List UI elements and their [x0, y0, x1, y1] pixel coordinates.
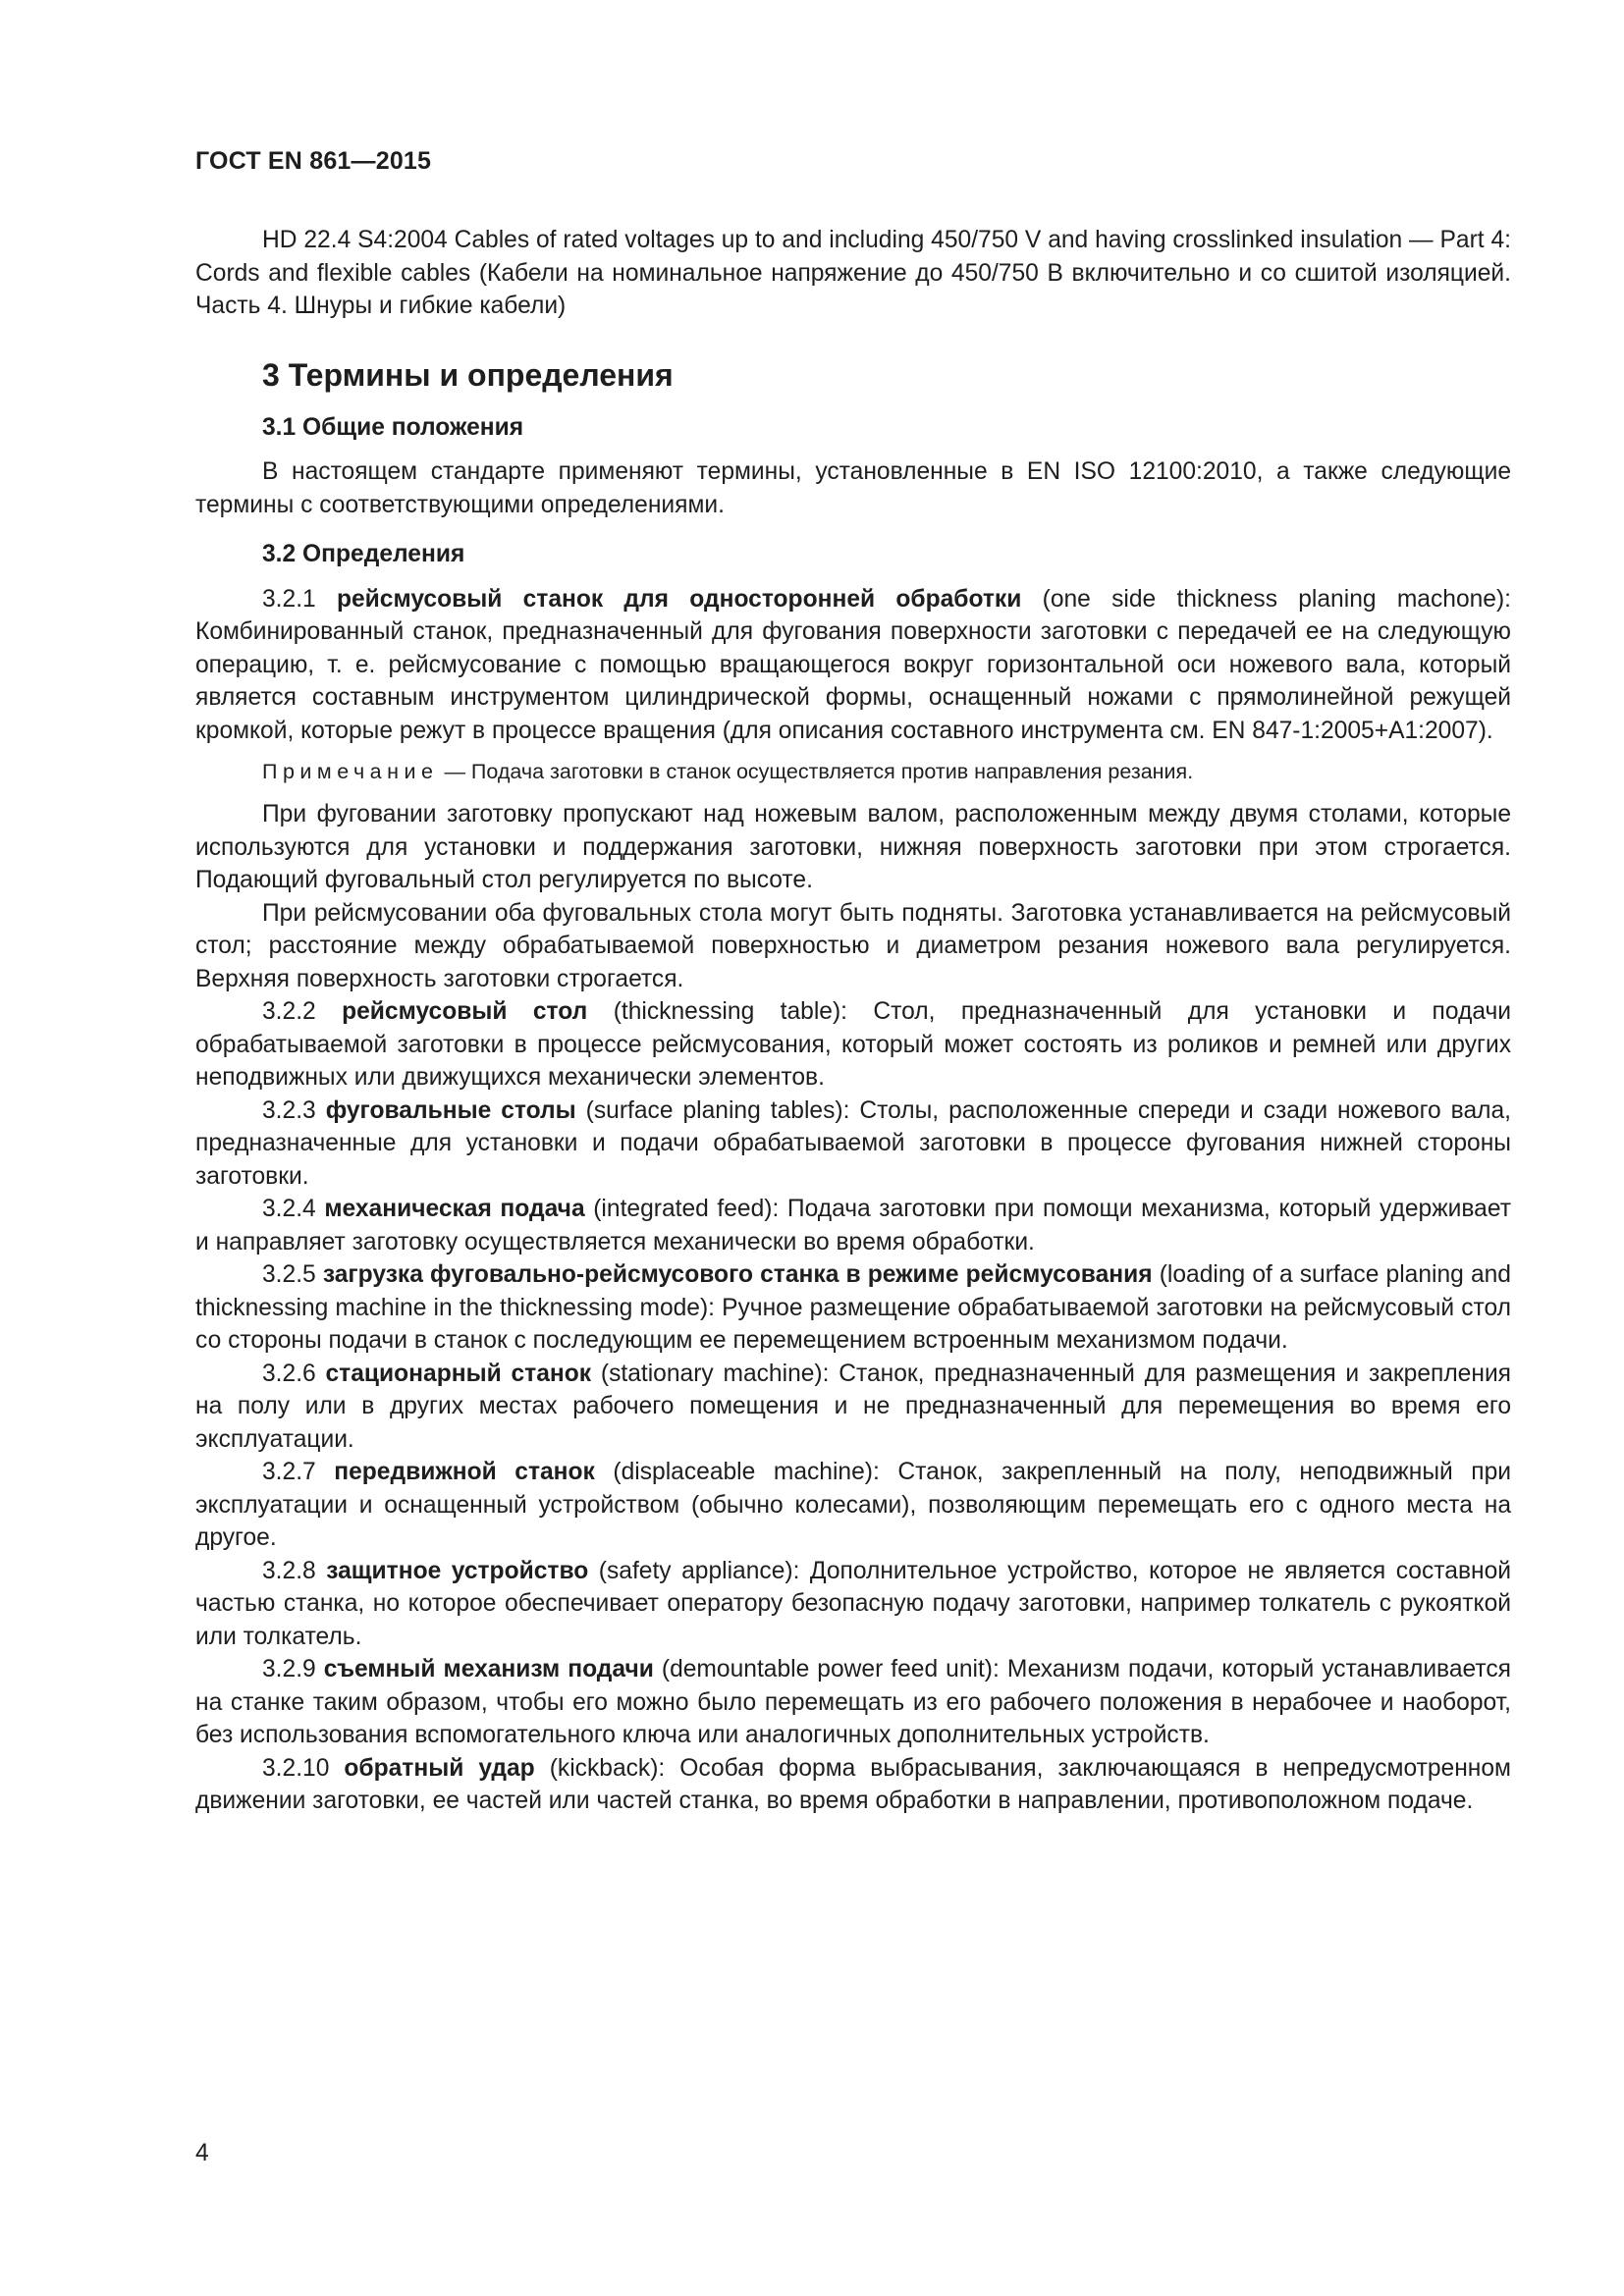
definition-text: (thicknessing table): Стол, предназначенный для установки и подачи обрабатываемой заготовки в процессе рейсмусования, который может состоять из роликов и ремней или других неподвижных или движущихся механически элементов.: [195, 998, 1512, 1091]
document-code-header: ГОСТ EN 861—2015: [195, 147, 432, 175]
definition-number: 3.2.8: [262, 1557, 316, 1584]
definition-term: механическая подача: [324, 1196, 585, 1222]
definition-number: 3.2.3: [262, 1096, 316, 1124]
definition-text: (stationary machine): Станок, предназначенный для размещения и закрепления на полу или в других местах рабочего помещения и не предназначенный для перемещения во время его эксплуатации.: [195, 1360, 1511, 1453]
definition-term: рейсмусовый станок для односторонней обработки: [336, 585, 1022, 613]
definition-3-2-8: [195, 1555, 1511, 1654]
page-number: 4: [195, 2140, 209, 2166]
note-text: — Подача заготовки в станок осуществляется против направления резания.: [444, 760, 1194, 783]
definition-number: 3.2.9: [262, 1656, 316, 1682]
definition-number: 3.2.10: [262, 1754, 330, 1782]
definition-text: (displaceable machine): Станок, закрепленный на полу, неподвижный при эксплуатации и оснащенный устройством (обычно колесами), позволяющим перемещать его с одного места на другое.: [195, 1459, 1511, 1551]
subsection-title-general: 3.1 Общие положения: [262, 413, 524, 441]
definition-term: обратный удар: [344, 1754, 535, 1782]
page-body: [195, 224, 1511, 1818]
definition-term: защитное устройство: [326, 1557, 589, 1584]
definition-3-2-7: [195, 1456, 1511, 1555]
section-title: 3 Термины и определения: [262, 356, 674, 393]
jointing-paragraph: При фуговании заготовку пропускают над ножевым валом, расположенным между двумя столами, которые используются для установки и поддержания заготовки, нижняя поверхность заготовки при этом строгается. Подающий фуговальный стол регулируется по высоте.: [195, 801, 1511, 893]
definition-text: (demountable power feed unit): Механизм подачи, который устанавливается на станке таким образом, чтобы его можно было перемещать из его рабочего положения в нерабочее и наоборот, без использования вспомогательного ключа или аналогичных дополнительных устройств.: [195, 1656, 1511, 1748]
definition-term: фуговальные столы: [325, 1096, 576, 1124]
definition-term: рейсмусовый стол: [342, 998, 588, 1025]
definition-3-2-3: [195, 1095, 1511, 1194]
definition-3-2-1: [195, 583, 1511, 748]
definition-text: (one side thickness planing machone): Комбинированный станок, предназначенный для фугования поверхности заготовки с передачей ее на следующую операцию, т. е. рейсмусование с помощью вращающегося вокруг горизонтальной оси ножевого вала, который является составным инструментом цилиндрической формы, оснащенный ножами с прямолинейной режущей кромкой, которые режут в процессе вращения (для описания составного инструмента см. EN 847-1:2005+A1:2007).: [195, 585, 1512, 744]
normative-reference: HD 22.4 S4:2004 Cables of rated voltages up to and including 450/750 V and having crosslinked insulation — Part 4: Cords and flexible cables (Кабели на номинальное напряжение до 450/750 В включительно и со сшитой изоляцией. Часть 4. Шнуры и гибкие кабели): [195, 227, 1511, 319]
definition-number: 3.2.2: [262, 998, 316, 1025]
definition-3-2-9: [195, 1653, 1511, 1752]
definition-number: 3.2.5: [262, 1261, 316, 1288]
definition-3-2-5: [195, 1258, 1511, 1358]
thicknessing-paragraph: При рейсмусовании оба фуговальных стола могут быть подняты. Заготовка устанавливается на рейсмусовый стол; расстояние между обрабатываемой поверхностью и диаметром резания ножевого вала регулируется. Верхняя поверхность заготовки строгается.: [195, 899, 1511, 992]
definition-term: съемный механизм подачи: [323, 1656, 654, 1682]
definition-text: (loading of a surface planing and thicknessing machine in the thicknessing mode): Ручное размещение обрабатываемой заготовки на рейсмусовый стол со стороны подачи в станок с последующим ее перемещением встроенным механизмом подачи.: [195, 1261, 1511, 1354]
definition-text: (surface planing tables): Столы, расположенные спереди и сзади ножевого вала, предназначенные для установки и подачи обрабатываемой заготовки в процессе фугования нижней стороны заготовки.: [195, 1096, 1512, 1190]
definition-number: 3.2.1: [262, 585, 316, 613]
definition-text: (safety appliance): Дополнительное устройство, которое не является составной частью станка, но которое обеспечивает оператору безопасную подачу заготовки, например толкатель с рукояткой или толкатель.: [195, 1557, 1512, 1650]
definition-term: стационарный станок: [325, 1360, 592, 1387]
definition-text: (kickback): Особая форма выбрасывания, заключающаяся в непредусмотренном движении заготовки, ее частей или частей станка, во время обработки в направлении, противоположном подаче.: [195, 1754, 1511, 1814]
definition-3-2-6: [195, 1358, 1511, 1457]
definition-number: 3.2.7: [262, 1459, 316, 1485]
definition-3-2-10: [195, 1752, 1511, 1818]
definition-number: 3.2.4: [262, 1196, 316, 1222]
note: [195, 757, 1511, 786]
subsection-title-definitions: 3.2 Определения: [262, 541, 465, 567]
definition-term: передвижной станок: [334, 1459, 595, 1485]
definition-text: (integrated feed): Подача заготовки при помощи механизма, который удерживает и направляет заготовку осуществляется механически во время обработки.: [195, 1196, 1511, 1255]
definition-number: 3.2.6: [262, 1360, 316, 1387]
note-label: Примечание: [262, 760, 439, 783]
definition-3-2-4: [195, 1193, 1511, 1258]
general-provisions-text: В настоящем стандарте применяют термины, установленные в EN ISO 12100:2010, а также следующие термины с соответствующими определениями.: [195, 458, 1511, 518]
definition-term: загрузка фуговально-рейсмусового станка в режиме рейсмусования: [322, 1261, 1153, 1288]
definition-3-2-2: [195, 995, 1511, 1095]
